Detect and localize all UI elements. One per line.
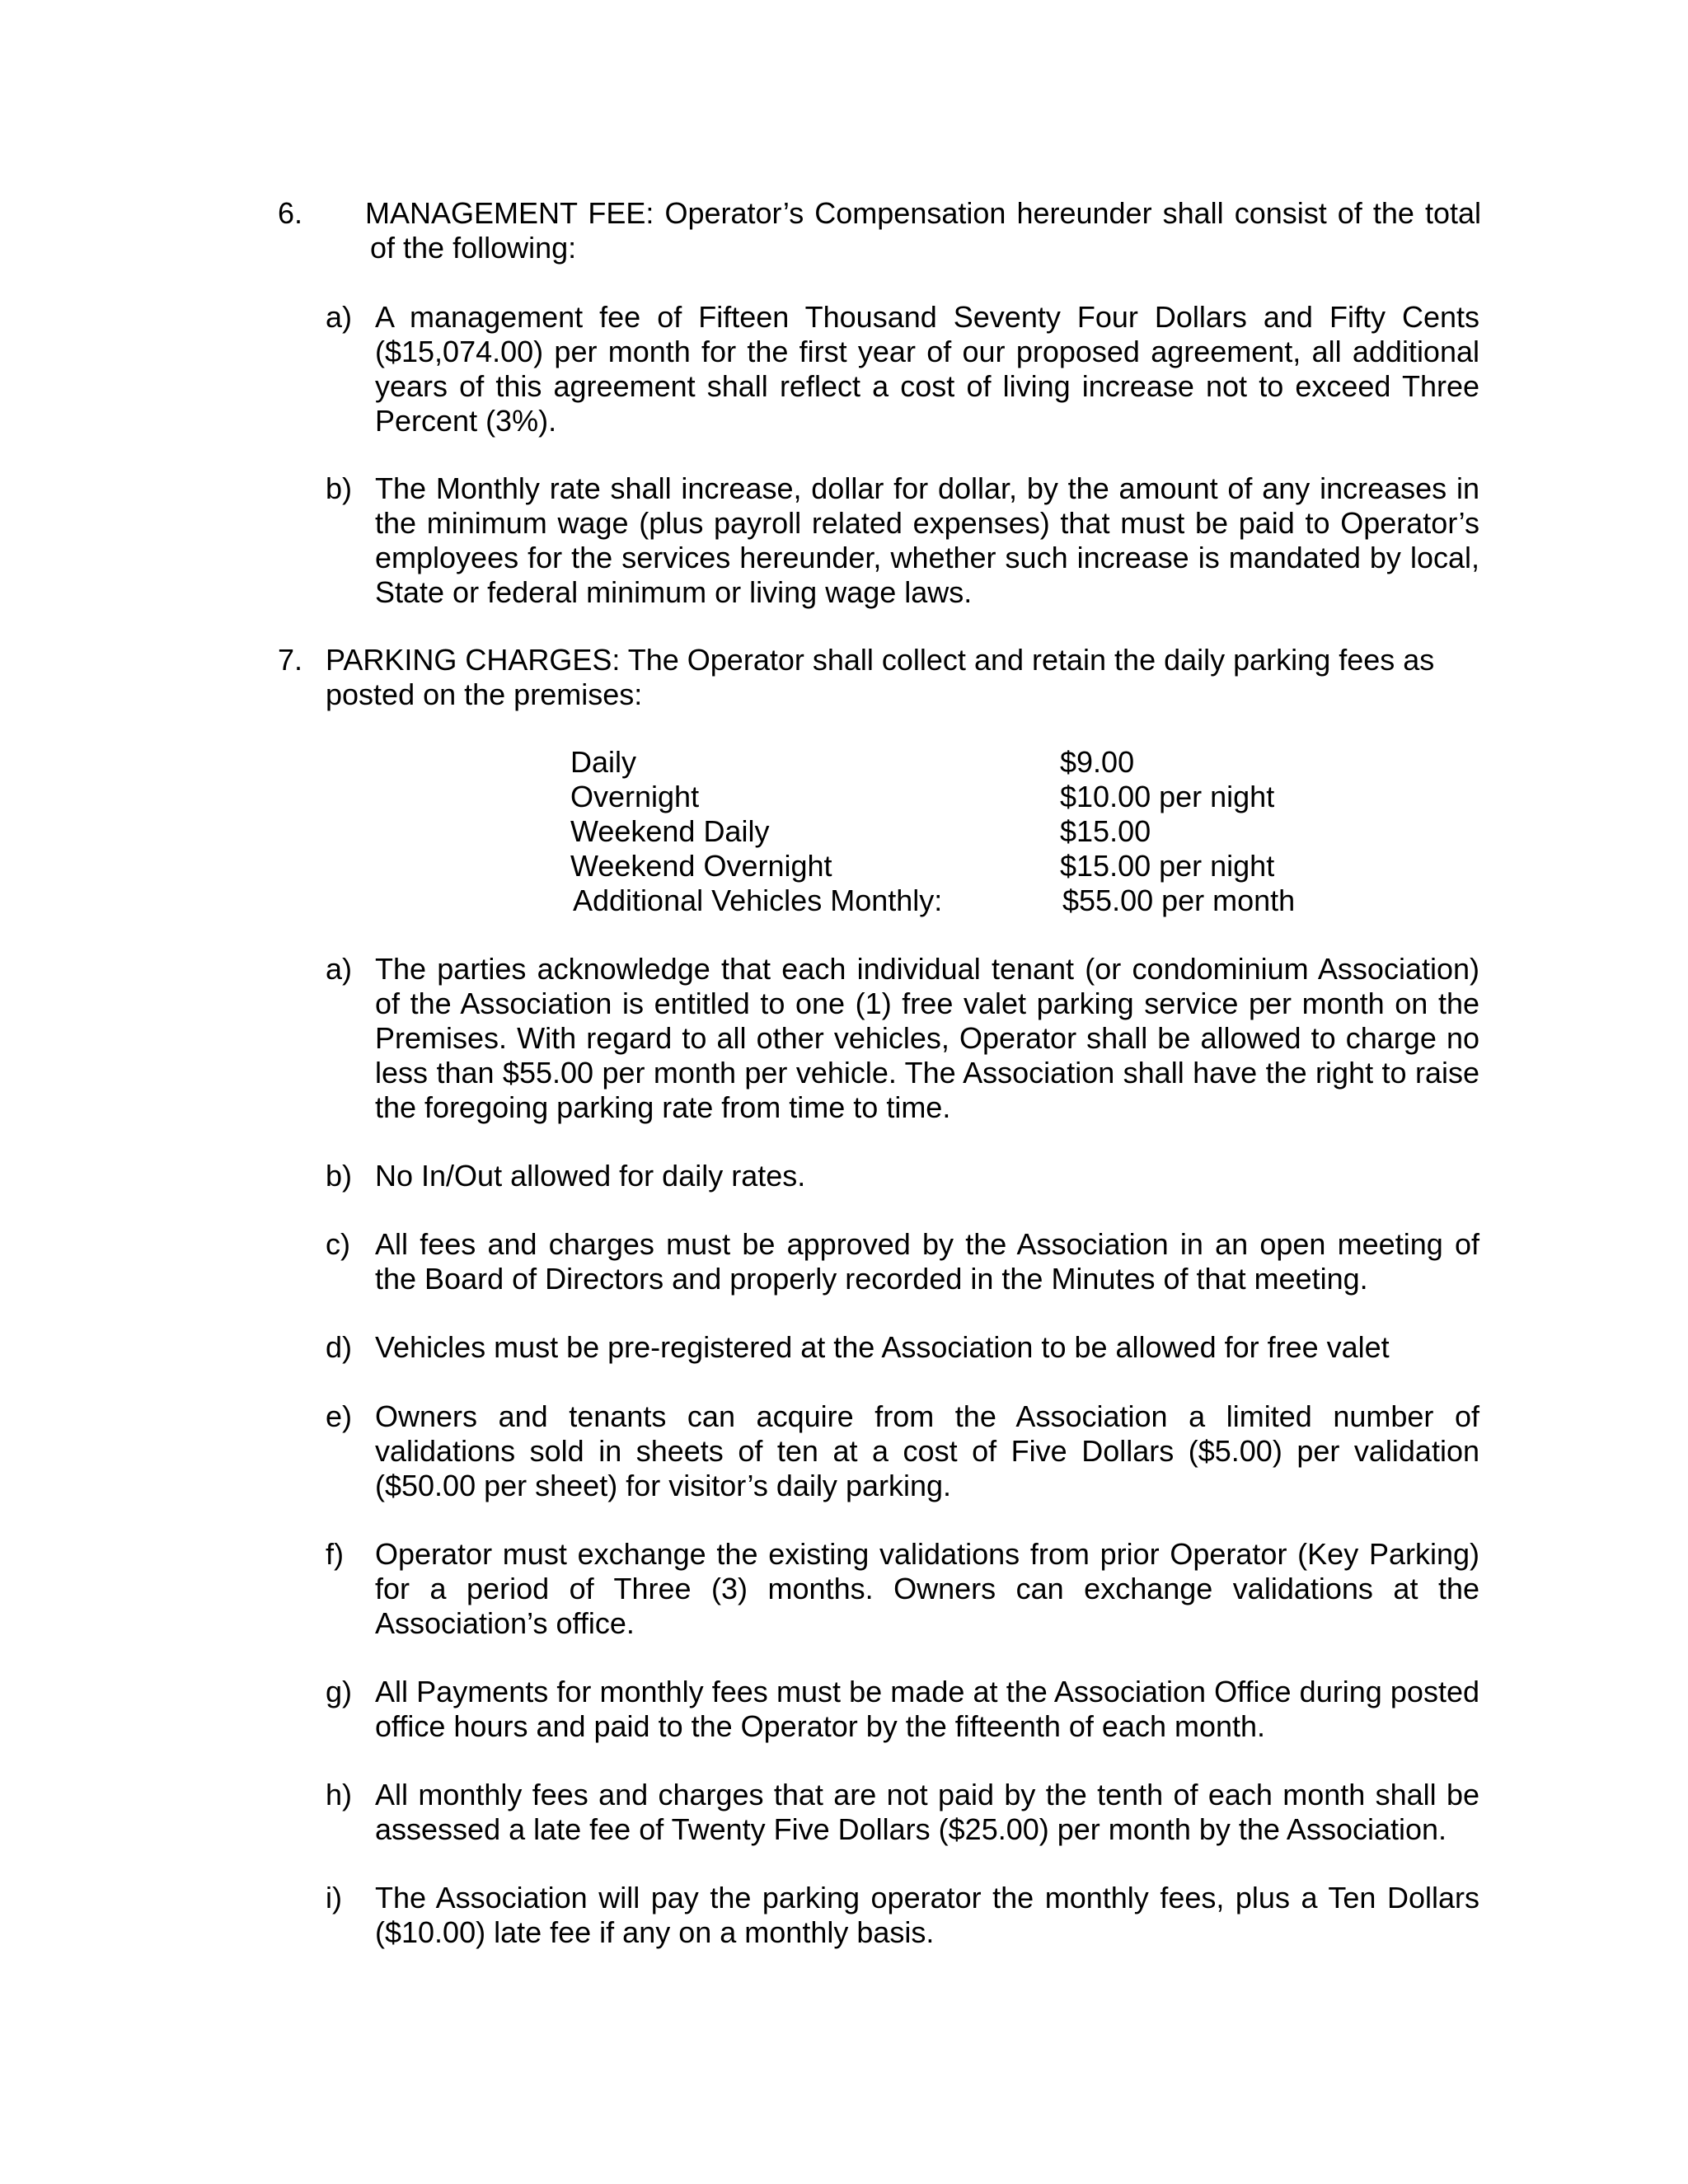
item-label: a) <box>326 952 353 986</box>
rate-price: $9.00 <box>1060 745 1135 779</box>
item-text: The Association will pay the parking operator the monthly fees, plus a Ten Dollars ($10.00) late fee if any on a monthly basis. <box>375 1881 1479 1949</box>
item-label: b) <box>326 1159 353 1193</box>
item-text: The parties acknowledge that each individual tenant (or condominium Association) of the Association is entitled to one (1) free valet parking service per month on the Premises. With regard to all other vehicles, Operator shall be allowed to charge no less than $55.00 per month per vehicle. The Association shall have the right to raise the foregoing parking rate from time to time. <box>375 952 1479 1124</box>
item-text: Operator must exchange the existing validations from prior Operator (Key Parking) for a period of Three (3) months. Owners can exchange validations at the Association’s office. <box>375 1537 1479 1640</box>
item-label: b) <box>326 471 353 505</box>
rate-price: $55.00 per month <box>1062 883 1296 917</box>
section-7-text: PARKING CHARGES: The Operator shall collect and retain the daily parking fees as posted on the premises: <box>326 643 1435 711</box>
item-label: g) <box>326 1675 353 1708</box>
item-text: Owners and tenants can acquire from the Association a limited number of validations sold in sheets of ten at a cost of Five Dollars ($5.00) per validation ($50.00 per sheet) for visitor’s daily parking. <box>375 1399 1479 1502</box>
item-text: All Payments for monthly fees must be made at the Association Office during posted office hours and paid to the Operator by the fifteenth of each month. <box>375 1675 1479 1743</box>
item-label: d) <box>326 1330 353 1364</box>
rate-name: Additional Vehicles Monthly: <box>573 883 943 917</box>
item-label: c) <box>326 1227 350 1261</box>
section-7-number: 7. <box>278 643 303 677</box>
item-label: f) <box>326 1537 344 1571</box>
rate-price: $15.00 <box>1060 814 1151 848</box>
item-label: e) <box>326 1399 353 1433</box>
item-label: i) <box>326 1881 342 1915</box>
rate-name: Weekend Daily <box>570 814 770 848</box>
section-6-number: 6. <box>278 196 303 230</box>
item-text: Vehicles must be pre-registered at the Association to be allowed for free valet <box>375 1330 1390 1364</box>
item-label: h) <box>326 1778 353 1811</box>
item-text: A management fee of Fifteen Thousand Seventy Four Dollars and Fifty Cents ($15,074.00) per month for the first year of our proposed agreement, all additional years of this agreement shall reflect a cost of living increase not to exceed Three Percent (3%). <box>375 300 1479 438</box>
section-6-text: MANAGEMENT FEE: Operator’s Compensation hereunder shall consist of the total of the following: <box>365 196 1481 265</box>
item-text: No In/Out allowed for daily rates. <box>375 1159 806 1193</box>
rate-name: Overnight <box>570 780 700 813</box>
rate-price: $15.00 per night <box>1060 849 1275 883</box>
rate-price: $10.00 per night <box>1060 780 1275 813</box>
item-text: The Monthly rate shall increase, dollar for dollar, by the amount of any increases in the minimum wage (plus payroll related expenses) that must be paid to Operator’s employees for the services hereunder, whether such increase is mandated by local, State or federal minimum or living wage laws. <box>375 471 1479 609</box>
rate-name: Daily <box>570 745 637 779</box>
item-text: All fees and charges must be approved by the Association in an open meeting of the Board of Directors and properly recorded in the Minutes of that meeting. <box>375 1227 1479 1296</box>
item-label: a) <box>326 300 353 334</box>
item-text: All monthly fees and charges that are not paid by the tenth of each month shall be assessed a late fee of Twenty Five Dollars ($25.00) per month by the Association. <box>375 1778 1479 1846</box>
rate-name: Weekend Overnight <box>570 849 832 883</box>
